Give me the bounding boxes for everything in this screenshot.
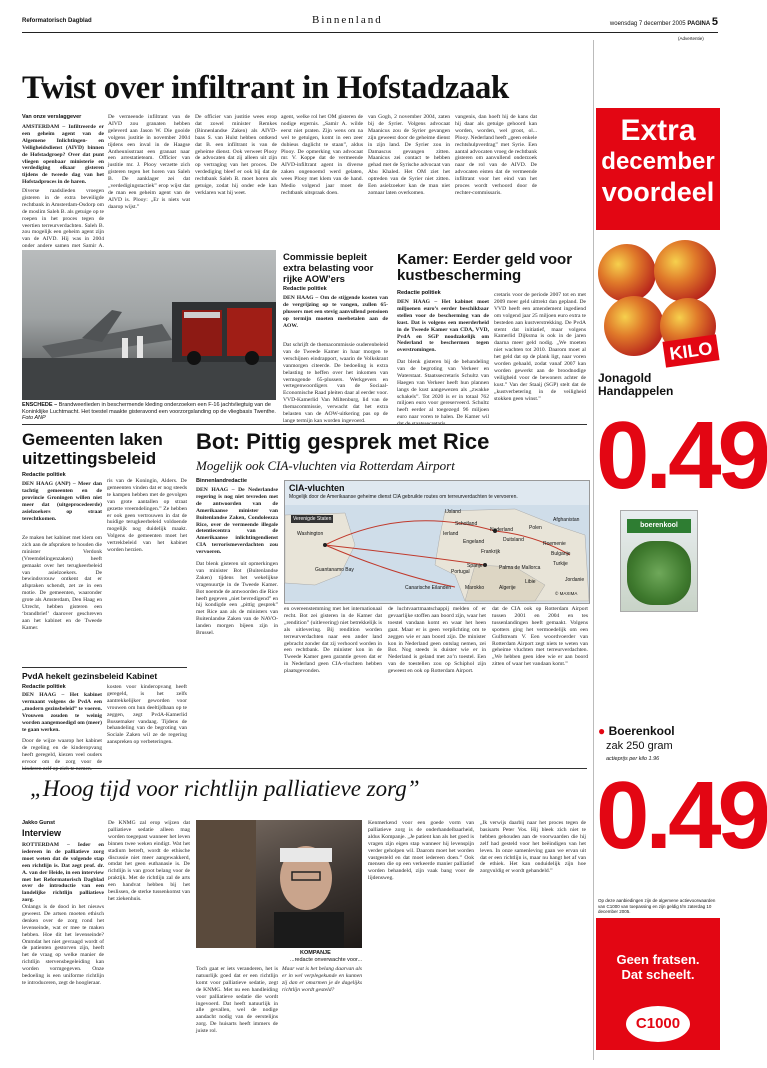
kamer-headline: Kamer: Eerder geld voor kustbescherming [397, 251, 573, 284]
page-number: 5 [711, 16, 718, 28]
map-place-polen: Polen [529, 525, 542, 531]
kilo-badge: KILO [662, 334, 719, 367]
map-place-nederland: Nederland [490, 527, 514, 533]
product2-name [598, 724, 675, 738]
rice-body3: de luchtvaartmaatschappij melden of er gevaarlijke stoffen aan boord zijn, waar het toestel vandaan komt en waar het heen gaat. Maar er is geen verplichting om te zeggen wie er aan boord zijn. De minister kon in Nederland geen ontslag nemen, zei Bot. Nog steeds is duister wie er in Nederland is geland met zo’n toestel. Een van de toestellen zou op Schiphol zijn geweest en ook op Rotterdam Airport. [388, 606, 486, 675]
portrait-illustration [196, 820, 362, 948]
slogan-line2: Dat scheelt. [621, 967, 695, 982]
ad-line2: december [601, 148, 715, 175]
map-place-ijsland: IJsland [445, 509, 461, 515]
kamer-body1: Dat blenk gisteren bij de behandeling van de begroting van Verkeer en Waterstaat. Staatssecretaris Schultz van Haegen van Verkeer heeft hun plannen langs de kust aangewezen als „zwakke schakels”. Tot 2020 is er in totaal 762 miljoen euro voor gereserveerd. Schultz heeft eerder al toegezegd 96 miljoen euro naar voren te halen. De Kamer wil dat de staatssecretaris [397, 359, 489, 428]
ad-divider [593, 40, 594, 1060]
paper-name: Reformatorisch Dagblad [22, 18, 92, 24]
map-title: CIA-vluchten [289, 483, 345, 493]
price1: 0.49 [596, 402, 767, 509]
apple-1 [598, 244, 656, 302]
portrait-caption-text: ...redacte onverwachte voor... [290, 957, 363, 963]
page-info [610, 16, 718, 28]
map-place-duitsland: Duitsland [503, 537, 524, 543]
rice-headline: Bot: Pittig gesprek met Rice [196, 429, 490, 454]
gemeenten-byline: Redactie politiek [22, 472, 66, 478]
kamer-byline: Redactie politiek [397, 290, 441, 296]
commissie-lead: DEN HAAG – Om de stijgende kosten van de vergrijzing op te vangen, zullen 65-plussers met een stevig aanvullend pensioen op termijn moeten meebetalen aan de AOW. [283, 295, 388, 329]
main-col2: De vermeende infiltrant van de AIVD zou granaten hebben geleverd aan Jason W. Die gooide volgens justitie in november 2004 tijdens een inval in de Haagse Antheunisstraat een granaat naar een arrestatieteam. Officier van justitie mr. J. Plooy verzette zich gisteren tegen het horen van Saleh B. De aanklager zei dat „verdedigingstactiek” erop wijst dat de man een geheim agent van de AIVD is. Plooy: „Er is niets wat daarop wijst.” [108, 114, 190, 210]
map-place-libie: Libie [525, 579, 536, 585]
ad-line3: voordeel [601, 177, 715, 207]
palliatieve-headline: „Hoog tijd voor richtlijn palliatieve zorg” [30, 776, 420, 801]
product1-line2: Handappelen [598, 384, 674, 398]
kamer-lead: DEN HAAG – Het kabinet moet miljoenen euro’s eerder beschikbaar stellen voor de bescherming van de kust. Dat is volgens een meerderheid in de Tweede Kamer van CDA, VVD, PvdA en SGP noodzakelijk om Nederland te beschermen tegen overstromingen. [397, 299, 489, 354]
rice-body1: Dat blenk gisteren uit opmerkingen van minister Bot (Buitenlandse Zaken) tijdens het wekelijkse vragenuurtje in de Tweede Kamer. Bot noemde de antwoorden die Rice heeft gegeven „niet bevredigend” en hij kondigde een „pittig gesprek” met Rice aan als de ministers van Buitenlandse Zaken van de NAVO-landen morgen bijeen zijn in Brussel. [196, 561, 278, 637]
map-place-jordanie: Jordanie [565, 577, 585, 583]
section-rule [22, 424, 587, 425]
product1-name [598, 372, 673, 398]
ad-headline-block [596, 108, 720, 230]
photo-caption [22, 402, 276, 422]
pvda-body2: kosten voor kinderopvang heeft geregeld, is het zelfs aantrekkelijker geworden voor vrouwen om hun deeltijdbaan op te zeggen, zegt PvdA-Kamerlid Bussemaker vandaag. Tijdens de behandeling van de begroting van Sociale Zaken wil ze de regering aanspreken op verbeteringen. [107, 684, 187, 746]
palliatieve-col5: „Ik verwijs daarbij naar het proces tegen de basisarts Peter Vos. Hij bleek zich niet te hebben gehouden aan de voorwaarden die hij zelf had gesteld voor het beëindigen van het leven. In onze samenleving gaan we ervan uit dat er een richtlijn is, maar nu hangt het af van de ethiek. Het kan onduidelijk zijn hoe zorgvuldig er wordt gehandeld.” [480, 820, 586, 875]
apple-3 [604, 296, 664, 356]
map-place-portugal: Portugal [451, 569, 470, 575]
advert-label: (Advertentie) [678, 36, 704, 41]
caption-text: Brandweerlieden in beschermende kleding onderzoeken een F-16 jachtvliegtuig van de Koninklijke Luchtmacht. Het toestel maakte gisteravond een voorzorgslanding op de vliegbasis Twenthe. [22, 402, 276, 415]
product2-note: actieprijs per kilo 1.96 [606, 756, 660, 762]
palliatieve-col3: Toch gaat er iets veranderen, het is natuurlijk goed dat er een richtlijn komt voor palliatieve sedatie, zegt de KNMG. Met nu een handleiding voor palliatieve sedatie die wordt ingevoerd. Dat heeft natuurlijk in alle gevallen, wel de nodige aandacht nodig van de eerstelijns zorg. De huisarts heeft immers de juiste rol. [196, 966, 278, 1035]
rice-lead: DEN HAAG – De Nederlandse regering is nog niet tevreden met de antwoorden van de Amerikaanse minister van Buitenlandse Zaken, Condoleezza Rice, over de vermeende illegale detentiecentra van de Amerikaanse inlichtingendienst CIA terrorismeverdachten zou vervoeren. [196, 487, 278, 556]
map-place-marokko: Marokko [465, 585, 485, 591]
pvda-lead: DEN HAAG – Het kabinet vermaant volgens de PvdA een „modern gezinsbeleid” te voeren. Vrouwen zouden te weinig worden aangemoedigd om (meer) te gaan werken. [22, 692, 103, 733]
price2: 0.49 [596, 762, 767, 869]
map-place-washington: Washington [297, 531, 324, 537]
cia-flights-map [284, 480, 590, 604]
map-place-canarische: Canarische Eilanden [405, 585, 452, 591]
product2-label: Boerenkool [608, 724, 675, 738]
map-place-bulgarije: Bulgarije [551, 551, 571, 557]
palliatieve-kicker: Interview [22, 828, 62, 838]
ad-footer-block [596, 918, 720, 1050]
palliatieve-quote: Maar wat is het belang daarvan als er in wel verplegekunde en kunnen zij dan er omarmen je de dagelijks richtlijn wordt gesteld? [282, 966, 362, 993]
rice-subtitle: Mogelijk ook CIA-vluchten via Rotterdam Airport [196, 458, 455, 473]
main-lead: AMSTERDAM – Infiltreerde er een geheim agent van de Algemene Inlichtingen- en Veiligheidsdienst (AIVD) binnen de Hofstadgroep? Over dat punt vliegen openbaar ministerie en verdediging elkaar gisteren tijdens de tweede dag van het Hofstadproces in de haren. [22, 124, 104, 186]
map-place-turkije: Turkije [553, 561, 568, 567]
map-place-palma: Palma de Mallorca [499, 565, 541, 571]
gemeenten-headline: Gemeenten laken uitzettingsbeleid [22, 430, 163, 468]
kale-leaves [627, 541, 691, 605]
header-rule [22, 32, 718, 33]
news-photo-f16 [22, 250, 276, 400]
map-place-engeland: Engeland [463, 539, 485, 545]
commissie-byline: Redactie politiek [283, 286, 327, 292]
main-col3: De officier van justitie wees erop dat zowel minister Remkes (Binnenlandse Zaken) als AIVD-baas S. van Hulst hebben ontkend dat B. een infiltrant is van de geheime dienst. Ook verweet Plooy de advocaten dat zij alleen uit zijn op vertraging van het proces. De verdediging bleef er ook bij dat de rechtbank Saleh B. moet horen als getuige, zodat hij onder ede kan verklaren wat hij weet. [195, 114, 277, 196]
gemeenten-body1: Ze maken het kabinet met klem om zich aan de afspraken te houden die minister Verdonk (Vreemdelingenzaken) heeft gemaakt over het terugkeerbeleid van asielzoekers. De bewindsvrouw ontkent dat er afspraken schendt, zet ze in een motie. De gemeenten, waaronder grote als Amsterdam, Den Haag en Utrecht, hebben gisteren een ‘brandbrief’ daarover geschreven aan het kabinet en de Tweede Kamer. [22, 535, 102, 631]
commissie-body: Dat schrijft de themacommissie ouderenbeleid van de Tweede Kamer in haar morgen te verschijnen eindrapport, waarin de Volkskrant vanmorgen citeerde. De bedoeling is extra belasting te heffen over het inkomen van vermogende 65-plussers. Werkgevers en vertegenwoordigers van de Sociaal-Economische Raad pleiten daar al eerder voor. VVD-Kamerlid Van Miltenburg, lid van de themacommissie, verwacht dat het extra belasten van de AOW-uitkering pas op de lange termijn kan worden ingevoerd. [283, 342, 388, 424]
product1-line1: Jonagold [598, 371, 652, 385]
c1000-mini-icon: ● [598, 724, 606, 738]
main-col5: van Gogh, 2 november 2004, zaten bij de Syrier. Volgens advocaat Maanicus zou de Syrier gevangen zijn geweest door de geheime dienst in zijn land. De Syrier zou in Damascus gevangen zitten. Maanicus zei contact te hebben gehad met de Syrische advocaat van Abu Khaled. Het OM ziet het optreden van de Syrier niet zitten. Een asielzoeker kan de man niet zomaar laten overkomen. [368, 114, 450, 196]
main-col4: agent, welke rol het OM gisteren de nodige ergernis. „Samir A. wilde eerst niet praten. Zijn wens om na wel te getuigen, komt in een zeer dubieus daglicht te staan”, aldus Plooy. De opmerking van advocaat mr. V. Koppe dat de vermeende AIVD-infiltrant agent in diverse zaken ongenoemd werd gelaten, wees Plooy met klem van de hand. Medio volgend jaar moet de rechtbank uitspraak doen. [281, 114, 363, 196]
kamer-body2: cretaris voor de periode 2007 tot en met 2009 meer geld uittrekt dan gepland. De VVD heeft een amendement ingediend om volgend jaar 25 miljoen euro extra te besteden aan kustverstrekking. De PvdA stemt dat initiatief, maar volgens Kamerlid Dijksma is ook in de jaren daarna meer geld nodig. „We moeten niet wachten tot 2010. Daarom moet al het geld dat op de plank ligt, naar voren worden gehaald, zodat vanaf 2007 kan worden gewerkt aan de broodnodige veiligheid voor de bewoners achter de kust.” Van der Staaij (SGP) stelt dat de „kustverbetering in de veiligheid stokken geen winst.” [494, 292, 586, 402]
commissie-headline: Commissie bepleit extra belasting voor rijke AOW’ers [283, 252, 374, 285]
map-place-spanje: Spanje [467, 563, 483, 569]
pvda-body1: Door de wijze waarop het kabinet de regeling en de kinderopvang heeft geregeld, kiezen veel ouders ervoor om de zorg voor de kinderen zelf op zich te nemen. [22, 738, 102, 772]
product2-size: zak 250 gram [606, 740, 673, 752]
c1000-logo: C1000 [626, 1006, 690, 1042]
palliatieve-col1: Onlangs is de dood in het nieuws geweest. De artsen moeten ethisch denken over de zorg rond het levenseinde, wat er mee te maken hebben. Hoe dit het levenseinde? Ommdat het niet gevraagd wordt of de patienten gestorven zijn, heeft het de vraag op welke manier de richtlijn stervensbegeleiding kan worden vormgegeven. Onze bedoeling is een uniforme richtlijn te introduceren, zegt de hoogleraar. [22, 904, 104, 986]
map-subtitle: Mogelijk door de Amerikaanse geheime dienst CIA gebruikte routes om terreurverdachten te vervoeren. [289, 494, 518, 500]
map-legend-us: Verenigde Staten [293, 516, 332, 522]
page-header [22, 10, 718, 30]
page-label: PAGINA [687, 21, 711, 27]
boerenkool-package [620, 510, 698, 612]
pvda-rule [22, 667, 187, 668]
kompanje-portrait [196, 820, 362, 948]
rice-body2: en overeenstemming met het internationaal recht. Bot zei gisteren in de Kamer dat „rendition” (uitlevering) niet betrekkelijk is als uitlevering. Bij rendition worden terreurverdachten naar een ander land gebracht zonder dat zij verhoord worden in een rechtbank. De minister kon in de Tweede Kamer geen garantie geven dat er in Nederland geen CIA-vluchten hebben plaatsgevonden. [284, 606, 382, 675]
palliatieve-col4: Kenmerkend voor een goede vorm van palliatieve zorg is de onderhandelbaarheid, aldus Kompanje. „Je patient kan als het goed is vragen zijn eigen stap wanneer hij levenspijn verder geholpen wil. Daarom moet het worden vastgesteld en dat moet iedereen doen.” Ook mensen die op een verkeerde manier palliatief worden behandeld, zijn vaak bang voor de lijdensweg. [368, 820, 474, 882]
section-name: Binnenland [312, 14, 383, 26]
pvda-byline: Redactie politiek [22, 684, 66, 690]
jet-illustration [22, 250, 276, 400]
package-label: boerenkool [627, 519, 691, 533]
map-place-afghanistan: Afghanistan [553, 517, 580, 523]
map-place-guantanamo: Guantanamo Bay [315, 567, 354, 573]
gemeenten-body2: ris van de Koningin, Alders. De gemeenten vinden dat er nog steeds te kampen hebben met de gevolgen van grote aantallen op straat gezette vreemdelingen.” Ze hebben er ook geen vertrouwen in dat de huidige terugkeerbeleid voldoende mogelijk nog duidelijk maakt. Volgens de gemeenten moet het vertrekbeleid van het kabinet worden herzien. [107, 478, 187, 554]
map-place-schotland: Schotland [455, 521, 478, 527]
gemeenten-lead: DEN HAAG (ANP) – Meer dan tachtig gemeenten en de provincie Groningen willen niet meer dat (uitgeprocedeerde) asielzoekers op straat terechtkomen. [22, 481, 102, 522]
main-col1: Diverse raadslieden vroegen gisteren in de extra beveiligde rechtbank in Amsterdam-Osdorp om de moslim Saleh B. als getuige op te roepen in het proces tegen de veertien terreurverdachten. Saleh B. zou mogelijk een geheim agent zijn van de AIVD. Hij was in 2004 onder andere samen met Samir A. [22, 188, 104, 250]
main-headline: Twist over infiltrant in Hofstadzaak [22, 70, 509, 106]
rice-body4: dat de CIA ook op Rotterdam Airport tussen 2001 en 2004 en tes tussenlandingen heeft gemaakt. Volgens spotters ging het vermoedelijk om een Gulfstream V. Een woordvoerder van Rotterdam Airport zegt niets te weten van geheime vluchten met terreurverdachten. „We hebben geen idee wie er aan boord zitten of waar het vandaan komt.” [492, 606, 588, 668]
ad-line1: Extra [620, 114, 696, 147]
portrait-caption-name: KOMPANJE [300, 950, 331, 956]
caption-credit: Foto ANP [22, 415, 46, 421]
ad-fine-print: Op deze aanbiedingen zijn de algemene actievoorwaarden van C1000 van toepassing en zijn geldig t/m zaterdag 10 december 2005. [598, 898, 716, 914]
map-place-roemenie: Roemenie [543, 541, 566, 547]
apple-2 [654, 240, 716, 302]
palliatieve-author: Jakko Gunst [22, 820, 56, 826]
date: woensdag 7 december 2005 [609, 21, 686, 27]
rice-byline: Binnenlandredactie [196, 478, 248, 484]
slogan-line1: Geen fratsen. [616, 952, 700, 967]
map-credit: © MAXIMA [555, 591, 578, 596]
palliatieve-col2: De KNMG zal erop wijzen dat palliatieve sedatie alleen mag worden toegepast wanneer het leven binnen twee weken eindigt. Wat het stadium betreft, wordt de ethische discussie niet meer aangewakkerd, omdat het geen euthanasie is. De richtlijn is van groot belang voor de praktijk. Met de richtlijn zal de arts een handvat hebben bij het beslissen, de sterke tussenkomst van het ziekenhuis. [108, 820, 190, 902]
main-col6: vangenis, dan hoeft hij de kans dat hij daar als getuige gehoord kan worden, worden, wel groot, ol... Plooy. Nederland heeft „geen enkele rechtshulpverdrag” met Syrie. Een aantal advocaten vroeg de rechtbank gisteren om aanvullend onderzoek naar de rol van de AIVD. De advocaten eisten dat de vermeende infiltrant voor het eind van het proces wordt verhoord door de rechter-commissaris. [455, 114, 537, 196]
palliatieve-lead: ROTTERDAM – Ieder en iedereen in de palliatieve zorg moet weten dat de volgende stap een richtlijn is. Dat zegt prof. dr. A. van der Heide, in een interview met het Reformatorisch Dagblad over de introductie van een landelijke richtlijn palliatieve zorg. [22, 842, 104, 904]
map-place-algerije: Algerije [499, 585, 516, 591]
main-byline: Van onze verslaggever [22, 114, 82, 120]
pvda-headline: PvdA hekelt gezinsbeleid Kabinet [22, 671, 158, 681]
section-rule-2 [22, 768, 587, 769]
map-place-frankrijk: Frankrijk [481, 549, 501, 555]
caption-place: ENSCHEDE – [22, 402, 58, 408]
map-place-ierland: Ierland [443, 531, 459, 537]
